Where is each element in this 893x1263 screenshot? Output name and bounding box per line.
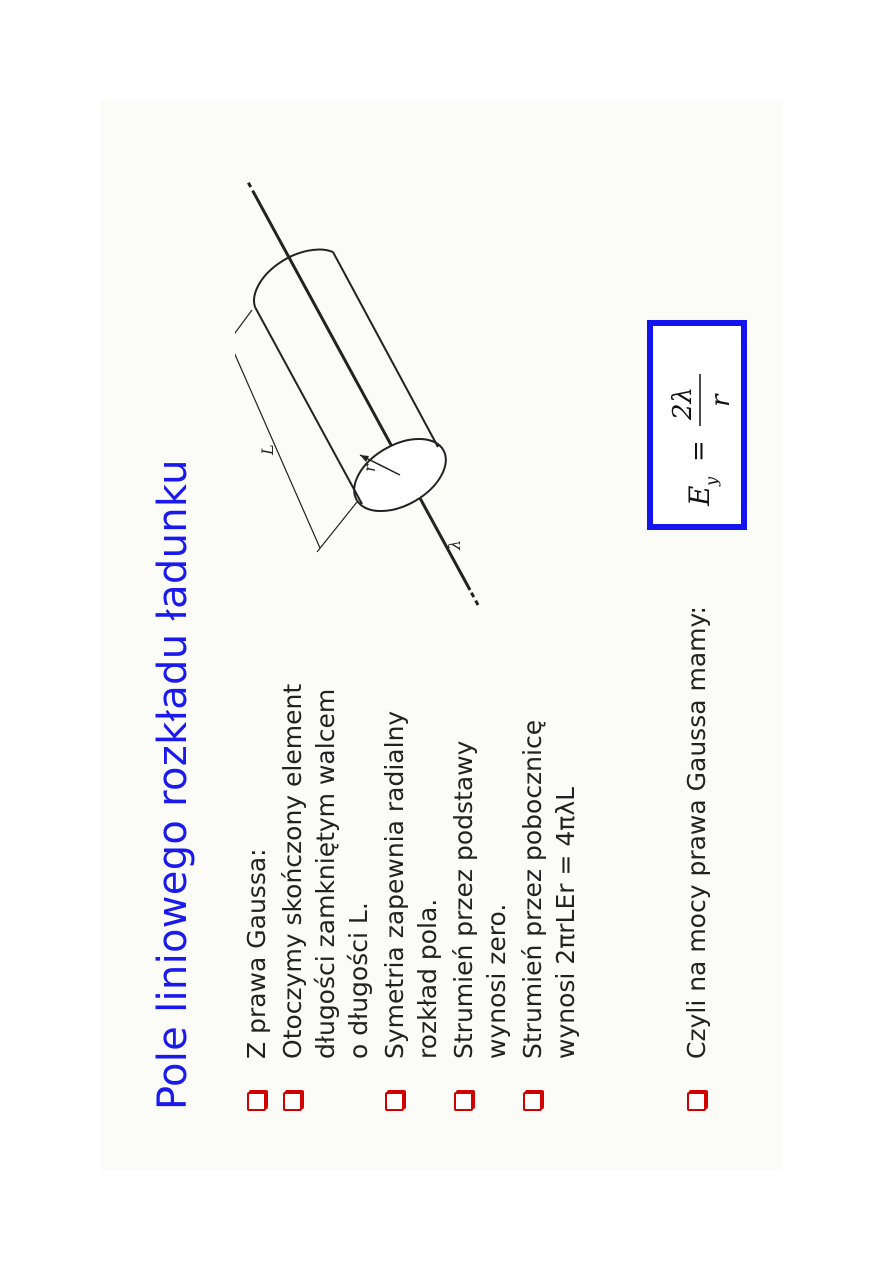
slide bbox=[100, 100, 782, 1170]
formula-box bbox=[647, 320, 747, 530]
line-charge-dash-end bbox=[248, 182, 255, 195]
bullet-item bbox=[240, 555, 273, 1115]
dimension-tick-start bbox=[317, 502, 357, 552]
formula-lhs: E bbox=[683, 485, 716, 506]
bullet-line: wynosi 2πrLEr = 4πλL bbox=[551, 786, 580, 1059]
cylinder-bottom-edge bbox=[333, 252, 438, 447]
cylinder-back-face bbox=[254, 249, 333, 307]
conclusion-bullet bbox=[680, 499, 713, 1115]
checkbox-bullet-icon bbox=[283, 1092, 302, 1111]
slide-title: Pole liniowego rozkładu ładunku bbox=[150, 459, 196, 1110]
formula-lhs-subscript: y bbox=[702, 476, 721, 486]
bullet-line: wynosi zero. bbox=[482, 903, 511, 1059]
bullet-line: Otoczymy skończony element bbox=[278, 683, 307, 1059]
formula-numerator: 2λ bbox=[668, 386, 698, 420]
dimension-tick-end bbox=[235, 310, 252, 360]
checkbox-bullet-icon bbox=[523, 1092, 542, 1111]
slide-canvas bbox=[100, 100, 782, 1170]
bullet-line: Strumień przez pobocznicę bbox=[518, 719, 547, 1059]
line-charge-dash-start bbox=[470, 590, 478, 605]
lambda-label: λ bbox=[445, 539, 464, 550]
bullet-line: rozkład pola. bbox=[413, 898, 442, 1059]
bullet-line: Symetria zapewnia radialny bbox=[380, 710, 409, 1059]
radius-label: r bbox=[360, 464, 379, 472]
checkbox-bullet-icon bbox=[687, 1092, 706, 1111]
bullet-item bbox=[516, 555, 582, 1115]
formula-equals: = bbox=[684, 440, 714, 462]
cylinder-top-edge bbox=[255, 307, 362, 504]
bullet-item bbox=[276, 555, 375, 1115]
bullet-list bbox=[240, 555, 585, 1115]
field-formula bbox=[653, 326, 741, 524]
checkbox-bullet-icon bbox=[385, 1092, 404, 1111]
gaussian-cylinder-diagram bbox=[235, 180, 535, 610]
bullet-line: o długości L. bbox=[344, 902, 373, 1059]
checkbox-bullet-icon bbox=[247, 1092, 266, 1111]
cylinder-figure bbox=[235, 180, 535, 610]
formula-denominator: r bbox=[706, 394, 736, 407]
bullet-item bbox=[447, 555, 513, 1115]
dimension-line bbox=[235, 350, 320, 548]
bullet-line: długości zamkniętym walcem bbox=[311, 688, 340, 1059]
bullet-line: Z prawa Gaussa: bbox=[242, 848, 271, 1059]
line-charge bbox=[255, 195, 470, 590]
checkbox-bullet-icon bbox=[454, 1092, 473, 1111]
length-label: L bbox=[258, 444, 277, 455]
bullet-line: Strumień przez podstawy bbox=[449, 740, 478, 1059]
bullet-item bbox=[378, 555, 444, 1115]
conclusion-text: Czyli na mocy prawa Gaussa mamy: bbox=[682, 606, 711, 1059]
